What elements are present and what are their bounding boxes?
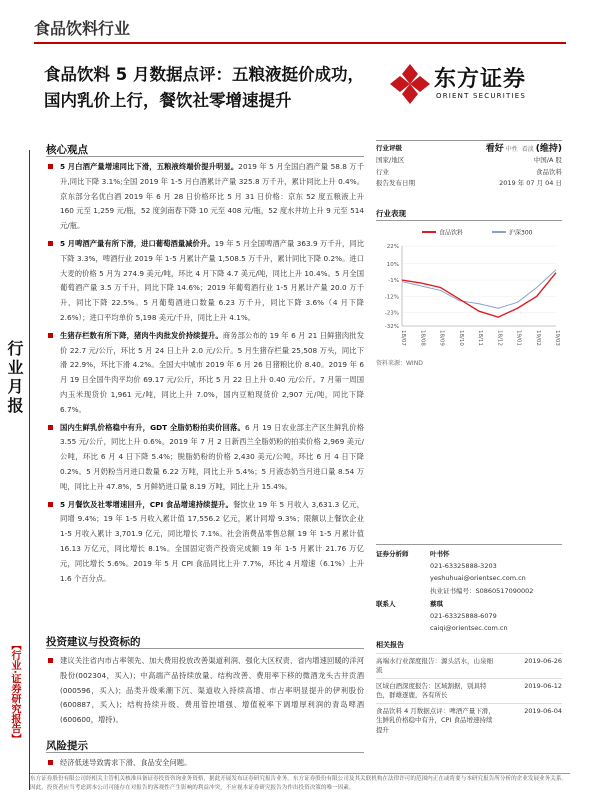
risk-point bbox=[46, 756, 364, 771]
related-report-date: 2019-06-04 bbox=[524, 706, 562, 715]
report-title: 食品饮料 5 月数据点评：五粮液挺价成功，国内乳价上行，餐饮社零增速提升 bbox=[44, 65, 364, 110]
info-key: 行业 bbox=[376, 167, 389, 176]
core-point-4 bbox=[46, 421, 364, 495]
company-logo bbox=[388, 58, 568, 114]
related-report-item[interactable] bbox=[376, 678, 562, 703]
related-report-title[interactable]: 食品饮料 4 月数据点评：啤酒产量下滑，生鲜乳价格稳中有升，CPI 食品增速持续提升 bbox=[376, 706, 495, 734]
x-tick-label: 18/09 bbox=[438, 330, 445, 346]
analyst-info bbox=[430, 548, 570, 597]
header-divider bbox=[34, 42, 566, 44]
section-risk-title: 风险提示 bbox=[46, 740, 88, 752]
contact-block bbox=[376, 598, 562, 638]
series-line-food-beverage bbox=[402, 273, 556, 317]
rating-value: 看好 bbox=[485, 144, 504, 154]
info-row bbox=[376, 154, 562, 166]
related-report-title[interactable]: 区域白酒深度报告：区域割据，别具特色，群雄逐鹿，各有所长 bbox=[376, 681, 487, 699]
analyst-name: 叶书怀 bbox=[430, 550, 450, 558]
chart-source: 资料来源：WIND bbox=[376, 360, 423, 367]
x-tick-label: 19/02 bbox=[534, 330, 541, 346]
y-tick-label: -1% bbox=[388, 278, 399, 285]
core-point-1 bbox=[46, 160, 364, 234]
related-report-date: 2019-06-26 bbox=[524, 656, 562, 665]
related-report-item[interactable] bbox=[376, 703, 562, 738]
related-report-item[interactable] bbox=[376, 653, 562, 678]
advice-point bbox=[46, 654, 364, 728]
rating-tag: (维持) bbox=[535, 144, 562, 154]
side-report-category: 【行业·证券研究报告】 bbox=[9, 640, 20, 744]
info-value: 食品饮料 bbox=[536, 167, 562, 176]
related-reports bbox=[376, 640, 562, 738]
info-row bbox=[376, 177, 562, 189]
contact-name: 蔡琪 bbox=[430, 600, 443, 608]
series-line-csi300 bbox=[402, 270, 556, 309]
side-report-type: 行业月报 bbox=[5, 340, 24, 416]
core-point-text: 6 月 19 日农业部主产区生鲜乳价格 3.55 元/公斤，同比上升 0.6%。2019 年 7 月 2 日新西兰全脂奶粉的拍卖价格 2,969 美元/公吨，环比 6 月 4 日下降 5.4%；脱脂奶粉的价格 2,430 美元/公吨，环比 6 月 4 日下降 0.2%。5 月奶粉当月进口数量 6.22 万吨，同比上升 5.4%；5 月液态奶当月进口量 8.54 万吨，同比上升 47.8%，5 月鲜奶进口量 8.19 万吨，同比上升 15.4%。 bbox=[60, 422, 364, 491]
core-point-lead: 国内生鲜乳价格稳中有升，GDT 全脂奶粉拍卖价回落。 bbox=[60, 422, 246, 432]
core-point-2 bbox=[46, 237, 364, 326]
advice-points bbox=[46, 654, 364, 731]
risk-point-text: 经济低迷导致需求下滑、食品安全问题。 bbox=[60, 758, 192, 767]
core-point-lead: 5 月餐饮及社零增速回升，CPI 食品增速持续提升。 bbox=[60, 499, 233, 509]
x-tick-label: 18/10 bbox=[457, 330, 464, 346]
contact-role: 联系人 bbox=[376, 600, 396, 608]
rating-label: 行业评级 bbox=[376, 144, 402, 152]
section-core-divider bbox=[46, 156, 364, 157]
y-tick-label: -32% bbox=[384, 324, 399, 330]
risk-points bbox=[46, 756, 364, 774]
info-row bbox=[376, 166, 562, 178]
core-point-5 bbox=[46, 498, 364, 587]
info-key: 国家/地区 bbox=[376, 156, 405, 165]
section-advice-title: 投资建议与投资标的 bbox=[46, 636, 141, 648]
rating-value-group bbox=[486, 141, 562, 154]
analyst-phone: 021-63325888-3203 bbox=[430, 562, 497, 571]
info-value: 中国/A 股 bbox=[533, 156, 562, 165]
core-points bbox=[46, 160, 364, 589]
core-point-text: 商务部公布的 19 年 6 月 21 日鲜猪肉批发价 22.7 元/公斤，环比 5 月 24 日上升 2.0 元/公斤。5 月生猪存栏量 25,508 万头，同比下滑 22.9%，环比下滑 4.2%。全国大中城市 2019 年 6 月 26 日猪粮比价 8.40。2019 年 6 月 19 日全国牛肉平均价 69.17 元/公斤，环比 5 月 22 日上升 0.40 元/公斤。7 月第一周国内玉米现货价 1,961 元/吨，同比上升 7.0%，国内豆粕现货价 2,907 元/吨，同比下降 6.7%。 bbox=[60, 330, 364, 414]
core-point-lead: 5 月啤酒产量有所下滑，进口葡萄酒量减价升。 bbox=[60, 238, 215, 248]
contact-email[interactable]: caiqi@orientsec.com.cn bbox=[430, 624, 508, 633]
x-tick-label: 18/11 bbox=[477, 330, 483, 346]
x-tick-label: 18/07 bbox=[400, 330, 406, 346]
rating-row bbox=[376, 140, 562, 154]
y-tick-label: -23% bbox=[384, 310, 399, 317]
info-value: 2019 年 07 月 04 日 bbox=[499, 179, 562, 188]
section-advice-divider bbox=[46, 648, 364, 649]
y-tick-label: 10% bbox=[386, 261, 399, 268]
industry-tag: 食品饮料行业 bbox=[34, 19, 131, 38]
core-point-text: 餐饮业 19 年 5 月收入 3,631.3 亿元，同增 9.4%；19 年 1-5 月收入累计值 17,556.2 亿元，累计同增 9.3%；限额以上餐饮企业 1-5 月收入累计 3,701.9 亿元，同比增长 7.1%。社会消费品零售总额 19 年 1-5 月累计值 16.13 万亿元，同比增长 8.1%。全国固定资产投资完成额 19 年 1-5 月累计 21.76 万亿元，同比增长 5.6%。2019 年 5 月 CPI 食品同比上升 7.7%，环比 4 月增速（6.1%）上升 1.6 个百分点。 bbox=[60, 499, 364, 583]
x-tick-label: 19/03 bbox=[554, 330, 560, 346]
analyst-license: 执业证书编号：S0860517090002 bbox=[430, 586, 534, 595]
section-risk-divider bbox=[46, 752, 364, 753]
core-point-lead: 5 月白酒产量增速同比下滑，五粮液终端价提升明显。 bbox=[60, 162, 239, 171]
info-key: 报告发布日期 bbox=[376, 179, 415, 188]
related-reports-title: 相关报告 bbox=[376, 641, 404, 649]
rating-table bbox=[376, 140, 562, 189]
side-divider bbox=[29, 150, 30, 790]
logo-text-cn: 东方证券 bbox=[434, 67, 527, 92]
x-tick-label: 18/08 bbox=[419, 330, 426, 346]
related-report-date: 2019-06-12 bbox=[524, 681, 562, 690]
industry-performance-chart bbox=[376, 224, 562, 354]
analyst-role: 证券分析师 bbox=[376, 550, 409, 558]
chart-divider bbox=[376, 220, 562, 221]
analyst-email[interactable]: yeshuhuai@orientsec.com.cn bbox=[430, 574, 526, 583]
rating-option-neutral: 中性 bbox=[505, 146, 518, 153]
y-tick-label: -12% bbox=[384, 294, 399, 301]
section-core-title: 核心观点 bbox=[46, 144, 88, 156]
chart-section-title: 行业表现 bbox=[376, 209, 406, 218]
contact-phone: 021-63325888-6079 bbox=[430, 612, 497, 621]
core-point-lead: 生猪存栏数有所下降，猪肉牛肉批发价持续提升。 bbox=[60, 330, 223, 340]
core-point-3 bbox=[46, 329, 364, 418]
related-report-title[interactable]: 高端水行业深度报告：源头活水，山泉细流 bbox=[376, 656, 493, 674]
x-tick-label: 19/01 bbox=[515, 330, 522, 346]
y-tick-label: 22% bbox=[386, 244, 399, 250]
advice-point-text: 建议关注省内市占率领先、加大费用投放改善渠道利润、强化大区权责、省内增速回暖的洋河股份(002304，买入)；中高端产品持续放量、结构改善、费用率下移的微酒龙头古井贡酒(000596，买入)；品类升级乘潮下沉、渠道收入持续高增、市占率明显提升的伊利股份(600887，买入)；结构持续升级、费用管控增强、增值税率下调增厚利润的青岛啤酒(600600，增持)。 bbox=[60, 656, 364, 725]
logo-icon bbox=[388, 62, 432, 106]
contact-info bbox=[430, 598, 570, 635]
disclaimer-footer: 东方证券股份有限公司经相关主管机关核准具备证券投资咨询业务资格，据此开展发布证券研究报告业务。东方证券股份有限公司及其关联机构在法律许可的范围内正在或将要与本研究报告所分析的企业发展业务关系。因此，投资者应当考虑到本公司可能存在对报告的客观性产生影响的利益冲突，不应视本证券研究报告为作出投资决策的唯一因素。 bbox=[30, 773, 570, 793]
legend-csi300-label: 沪深300 bbox=[509, 229, 533, 237]
rating-option-negative: 看淡 bbox=[521, 146, 534, 153]
analyst-divider bbox=[376, 544, 562, 545]
x-tick-label: 18/12 bbox=[496, 330, 503, 346]
logo-text-en: ORIENT SECURITIES bbox=[436, 92, 527, 100]
legend-food-beverage-label: 食品饮料 bbox=[439, 229, 464, 237]
core-point-text: 19 年 5 月全国啤酒产量 363.9 万千升，同比下降 3.3%，啤酒行业 2019 年 1-5 月累计产量 1,508.5 万千升，累计同比下降 0.2%。进口大麦的价格 5 月为 274.9 美元/吨，环比 4 月下降 4.7 美元/吨，同比上升 10.4%。5 月全国葡萄酒产量 3.5 万千升，同比下降 14.6%；2019 年葡萄酒行业 1-5 月累计产量 20.0 万千升，同比下降 22.5%。5 月葡萄酒进口数量 6.23 万千升，同比下降 3.6%（4 月下降 2.6%）；进口平均单价 5,198 美元/千升，同比上升 4.1%。 bbox=[60, 238, 364, 322]
core-point-text: 2019 年 5 月全国白酒产量 58.8 万千升,同比下降 3.1%;全国 2019 年 1-5 月白酒累计产量 325.8 万千升，累计同比上升 0.4%。京东部分名优白酒 2019 年 6 月 28 日价格环比 5 月 31 日价格：京东 52 度五粮液上升 160 元至 1,259 元/瓶，52 度剑南春下降 10 元至 408 元/瓶，52 度水井坊上升 9 元至 514 元/瓶。 bbox=[60, 162, 364, 231]
